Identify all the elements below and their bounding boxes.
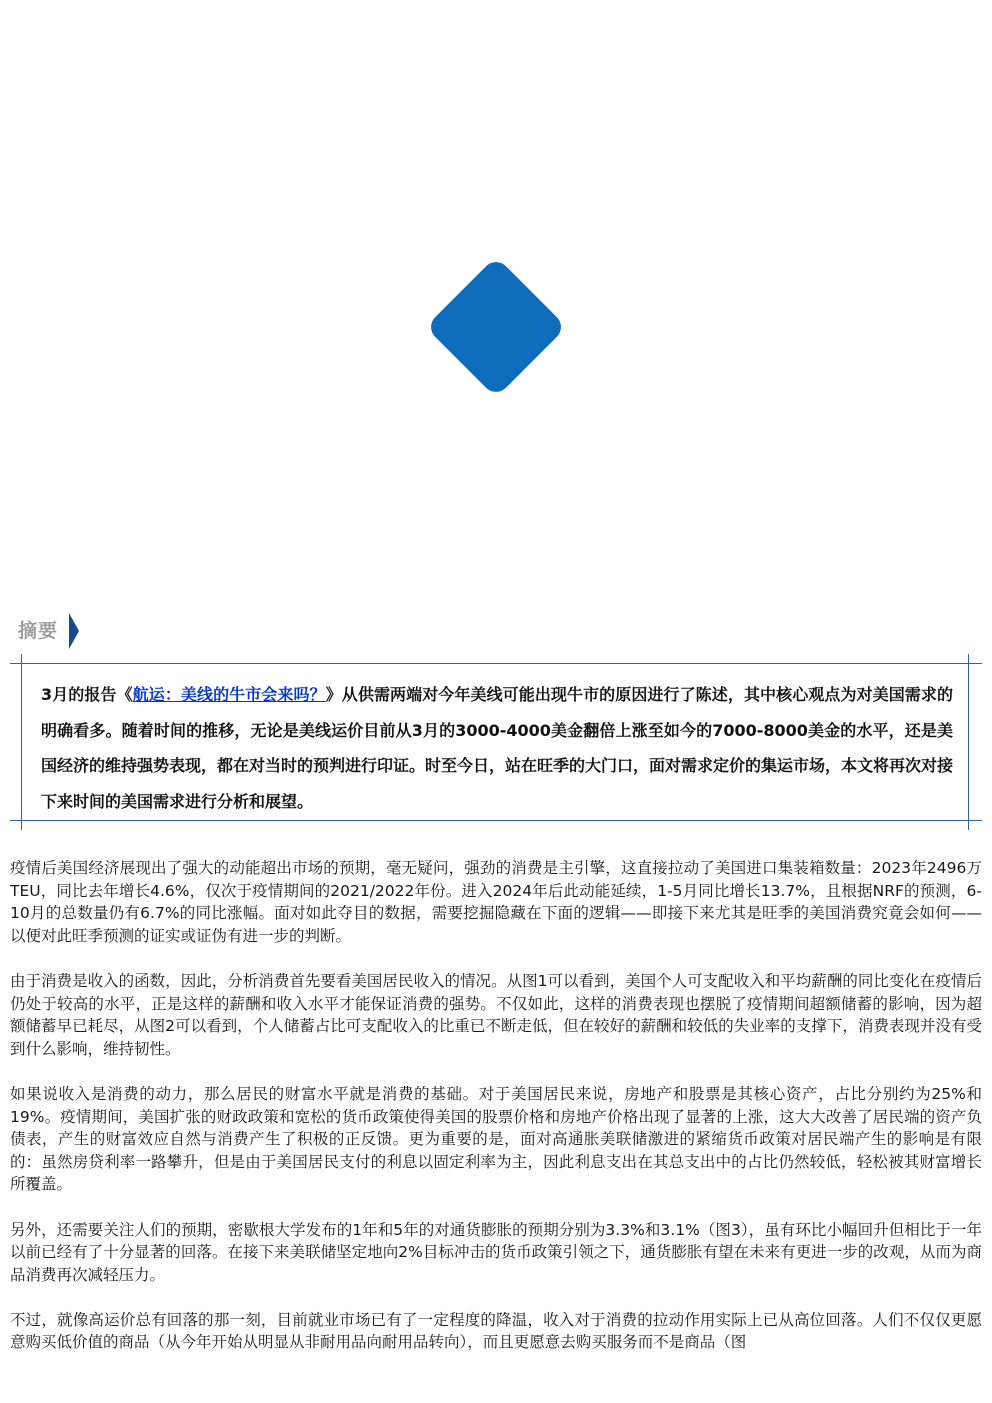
abstract-summary [41,677,953,819]
paragraph-2: 由于消费是收入的函数，因此，分析消费首先要看美国居民收入的情况。从图1可以看到，美国个人可支配收入和平均薪酬的同比变化在疫情后仍处于较高的水平，正是这样的薪酬和收入水平才能保证消费的强势。不仅如此，这样的消费表现也摆脱了疫情期间超额储蓄的影响，因为超额储蓄早已耗尽，从图2可以看到，个人储蓄占比可支配收入的比重已不断走低，但在较好的薪酬和较低的失业率的支撑下，消费表现并没有受到什么影响，维持韧性。 [10,971,982,1058]
abstract-title: 摘要 [18,620,59,642]
arrow-marker-icon [69,613,79,649]
summary-body: 》从供需两端对今年美线可能出现牛市的原因进行了陈述，其中核心观点为对美国需求的明确看多。随着时间的推移，无论是美线运价目前从3月的3000-4000美金翻倍上涨至如今的7000-8000美金的水平，还是美国经济的维持强势表现，都在对当时的预判进行印证。时至今日，站在旺季的大门口，面对需求定价的集运市场，本文将再次对接下来时间的美国需求进行分析和展望。 [41,685,954,811]
summary-box-top-border [10,663,982,664]
report-link[interactable]: 航运：美线的牛市会来吗？ [132,685,326,704]
paragraph-5: 不过，就像高运价总有回落的那一刻，目前就业市场已有了一定程度的降温，收入对于消费的拉动作用实际上已从高位回落。人们不仅仅更愿意购买低价值的商品（从今年开始从明显从非耐用品向耐用品转向），而且更愿意去购买服务而不是商品（图 [10,1310,982,1352]
article-body [10,857,982,1377]
summary-box-bottom-border [10,820,982,821]
paragraph-1: 疫情后美国经济展现出了强大的动能超出市场的预期，毫无疑问，强劲的消费是主引擎，这直接拉动了美国进口集装箱数量：2023年2496万TEU，同比去年增长4.6%，仅次于疫情期间的2021/2022年份。进入2024年后此动能延续，1-5月同比增长13.7%，且根据NRF的预测，6-10月的总数量仍有6.7%的同比涨幅。面对如此夺目的数据，需要挖掘隐藏在下面的逻辑——即接下来尤其是旺季的美国消费究竟会如何——以便对此旺季预测的证实或证伪有进一步的判断。 [10,859,982,945]
paragraph-4: 另外，还需要关注人们的预期，密歇根大学发布的1年和5年的对通货膨胀的预期分别为3.3%和3.1%（图3），虽有环比小幅回升但相比于一年以前已经有了十分显著的回落。在接下来美联储坚定地向2%目标冲击的货币政策引领之下，通货膨胀有望在未来有更进一步的改观，从而为商品消费再次减轻压力。 [10,1220,982,1284]
diamond-logo-icon [425,256,566,397]
paragraph-3: 如果说收入是消费的动力，那么居民的财富水平就是消费的基础。对于美国居民来说，房地产和股票是其核心资产，占比分别约为25%和19%。疫情期间，美国扩张的财政政策和宽松的货币政策使得美国的股票价格和房地产价格出现了显著的上涨，这大大改善了居民端的资产负债表，产生的财富效应自然与消费产生了积极的正反馈。更为重要的是，面对高通胀美联储激进的紧缩货币政策对居民端产生的影响是有限的：虽然房贷利率一路攀升，但是由于美国居民支付的利息以固定利率为主，因此利息支出在其总支出中的占比仍然较低，轻松被其财富增长所覆盖。 [10,1084,982,1194]
summary-box-right-border [968,654,969,830]
summary-prefix: 3月的报告《 [41,685,133,704]
summary-box-left-border [21,654,22,830]
